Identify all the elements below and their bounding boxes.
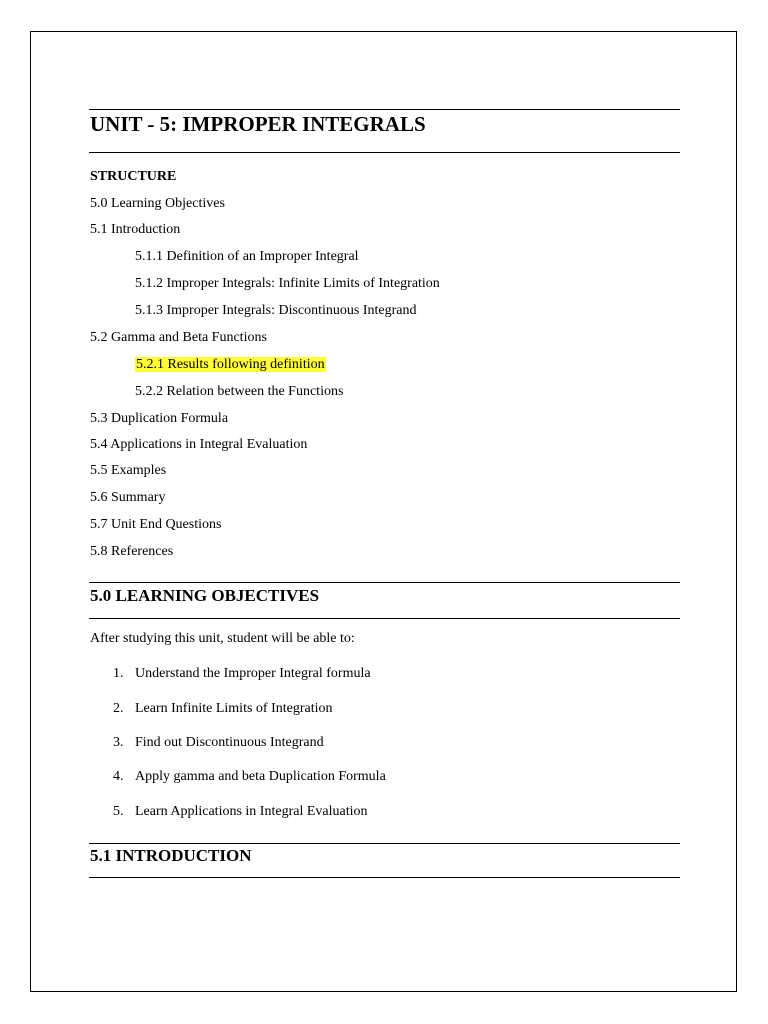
title-top-rule bbox=[89, 109, 680, 110]
toc-item: 5.6 Summary bbox=[90, 490, 166, 505]
introduction-bottom-rule bbox=[89, 877, 680, 878]
objectives-top-rule bbox=[89, 582, 680, 583]
objective-number: 5. bbox=[113, 804, 124, 819]
toc-subitem: 5.2.2 Relation between the Functions bbox=[135, 384, 344, 399]
toc-item: 5.8 References bbox=[90, 544, 174, 559]
toc-item: 5.2 Gamma and Beta Functions bbox=[90, 330, 267, 345]
toc-subitem: 5.1.3 Improper Integrals: Discontinuous Integrand bbox=[135, 303, 417, 318]
objective-text: Learn Infinite Limits of Integration bbox=[135, 701, 333, 716]
toc-subitem-highlighted bbox=[135, 356, 326, 374]
toc-item: 5.0 Learning Objectives bbox=[90, 196, 225, 211]
toc-item: 5.3 Duplication Formula bbox=[90, 411, 229, 426]
structure-heading: STRUCTURE bbox=[90, 169, 177, 184]
objective-number: 1. bbox=[113, 666, 124, 681]
toc-item: 5.1 Introduction bbox=[90, 222, 181, 237]
objective-text: Learn Applications in Integral Evaluation bbox=[135, 804, 368, 819]
highlighted-text: 5.2.1 Results following definition bbox=[136, 357, 325, 372]
objective-number: 3. bbox=[113, 735, 124, 750]
objectives-heading: 5.0 LEARNING OBJECTIVES bbox=[90, 586, 320, 605]
objective-text: Find out Discontinuous Integrand bbox=[135, 735, 324, 750]
objective-number: 4. bbox=[113, 769, 124, 784]
title-bottom-rule bbox=[89, 152, 680, 153]
toc-item: 5.5 Examples bbox=[90, 463, 167, 478]
objectives-intro: After studying this unit, student will be able to: bbox=[90, 631, 355, 646]
introduction-top-rule bbox=[89, 843, 680, 844]
toc-subitem: 5.1.2 Improper Integrals: Infinite Limits of Integration bbox=[135, 276, 440, 291]
objectives-bottom-rule bbox=[89, 618, 680, 619]
toc-item: 5.4 Applications in Integral Evaluation bbox=[90, 437, 308, 452]
introduction-heading: 5.1 INTRODUCTION bbox=[90, 846, 252, 865]
toc-subitem: 5.1.1 Definition of an Improper Integral bbox=[135, 249, 359, 264]
objective-number: 2. bbox=[113, 701, 124, 716]
objective-text: Apply gamma and beta Duplication Formula bbox=[135, 769, 386, 784]
objective-text: Understand the Improper Integral formula bbox=[135, 666, 371, 681]
toc-item: 5.7 Unit End Questions bbox=[90, 517, 222, 532]
unit-title: UNIT - 5: IMPROPER INTEGRALS bbox=[90, 112, 426, 136]
